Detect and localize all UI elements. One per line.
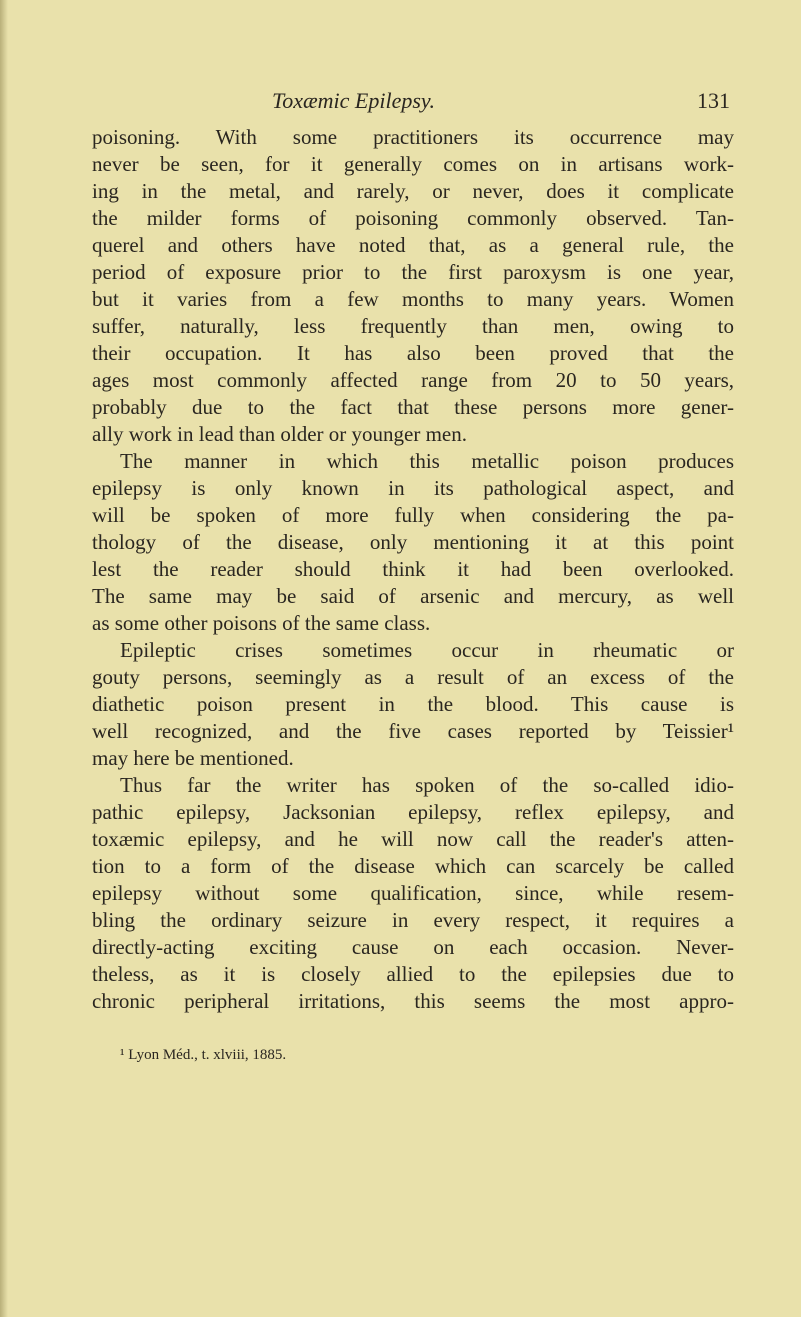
text-line: epilepsy is only known in its pathological aspect, and xyxy=(92,476,734,500)
text-line: thology of the disease, only mentioning it at this point xyxy=(92,530,734,554)
text-line: directly-acting exciting cause on each occasion. Never- xyxy=(92,935,734,959)
text-line: never be seen, for it generally comes on in artisans work- xyxy=(92,152,734,176)
text-line: may here be mentioned. xyxy=(92,746,294,770)
text-line: pathic epilepsy, Jacksonian epilepsy, reflex epilepsy, and xyxy=(92,800,734,824)
text-line: the milder forms of poisoning commonly observed. Tan- xyxy=(92,206,734,230)
text-line: chronic peripheral irritations, this seems the most appro- xyxy=(92,989,734,1013)
text-line: toxæmic epilepsy, and he will now call the reader's atten- xyxy=(92,827,734,851)
text-line: tion to a form of the disease which can scarcely be called xyxy=(92,854,734,878)
text-line: theless, as it is closely allied to the epilepsies due to xyxy=(92,962,734,986)
text-line: ing in the metal, and rarely, or never, does it complicate xyxy=(92,179,734,203)
text-line: bling the ordinary seizure in every respect, it requires a xyxy=(92,908,734,932)
text-line: gouty persons, seemingly as a result of an excess of the xyxy=(92,665,734,689)
text-line: well recognized, and the five cases reported by Teissier¹ xyxy=(92,719,734,743)
text-line: probably due to the fact that these persons more gener- xyxy=(92,395,734,419)
running-title: Toxæmic Epilepsy. xyxy=(272,88,435,113)
text-line: diathetic poison present in the blood. This cause is xyxy=(92,692,734,716)
body-text xyxy=(92,124,734,1015)
text-line: Thus far the writer has spoken of the so-called idio- xyxy=(120,773,734,797)
text-line: as some other poisons of the same class. xyxy=(92,611,431,635)
text-line: but it varies from a few months to many years. Women xyxy=(92,287,734,311)
footnote: ¹ Lyon Méd., t. xlviii, 1885. xyxy=(120,1047,287,1063)
text-line: poisoning. With some practitioners its occurrence may xyxy=(92,125,734,149)
text-line: will be spoken of more fully when considering the pa- xyxy=(92,503,734,527)
text-line: ages most commonly affected range from 20 to 50 years, xyxy=(92,368,734,392)
text-line: querel and others have noted that, as a general rule, the xyxy=(92,233,734,257)
text-line: lest the reader should think it had been overlooked. xyxy=(92,557,734,581)
text-line: Epileptic crises sometimes occur in rheumatic or xyxy=(120,638,734,662)
page-number: 131 xyxy=(697,88,730,113)
text-line: The same may be said of arsenic and mercury, as well xyxy=(92,584,734,608)
page-edge-shadow xyxy=(0,0,8,1317)
page-header xyxy=(272,88,730,118)
text-line: epilepsy without some qualification, since, while resem- xyxy=(92,881,734,905)
text-line: suffer, naturally, less frequently than men, owing to xyxy=(92,314,734,338)
text-line: ally work in lead than older or younger men. xyxy=(92,422,467,446)
text-line: The manner in which this metallic poison produces xyxy=(120,449,734,473)
text-line: period of exposure prior to the first paroxysm is one year, xyxy=(92,260,734,284)
text-line: their occupation. It has also been proved that the xyxy=(92,341,734,365)
